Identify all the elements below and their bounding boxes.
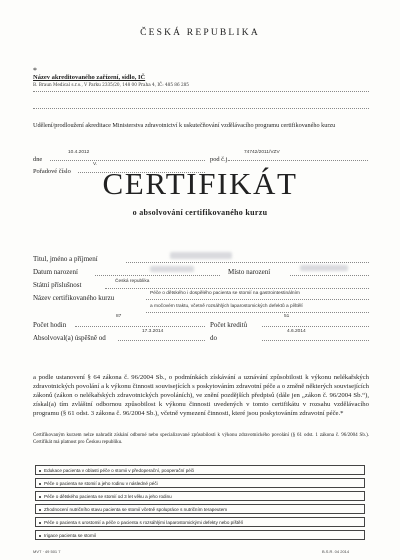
bullet-icon [39,509,41,511]
bullet-icon [39,535,41,537]
footer-print-code: B.S.R. 04 2014 [322,549,350,554]
completed-value: 17.3.2014 [142,329,164,334]
name-label: Titul, jméno a příjmení [33,255,98,263]
certificate-title: CERTIFIKÁT [102,166,298,201]
module-label: Péče o pacienta se stomií a jeho rodinu v následné péči [44,481,158,486]
credits-value: 51 [284,314,290,319]
hours-value: 87 [116,314,122,319]
exam-label: do [210,334,217,342]
birthdate-label: Datum narození [33,268,78,276]
legal-paragraph: a podle ustanovení § 64 zákona č. 96/2004 Sb., o podmínkách získávání a uznávání způsobilosti k výkonu nelékařských zdravotnických povolání a k výkonu činnosti souvisejících s poskytováním zdravotní péče a o změně některých souvisejících zákonů (zákon o nelékařských zdravotnických povoláních), ve znění pozdějších předpisů (dále jen „zákon č. 96/2004 Sb.“), získal(a) tím zvláštní odbornou způsobilost k výkonu činnosti uvedených v tomto certifikátu v rozsahu vzdělávacího programu (§ 61 odst. 3 zákona č. 96/2004 Sb.), včetně vymezení činnosti, které jsou poskytováním zdravotní péče.* [33,374,369,417]
exam-value: 4.6.2014 [287,329,306,334]
exam-line [262,340,369,341]
course-label: Název certifikovaného kurzu [33,294,115,302]
course-line-2: a močovém traktu, včetně rozsáhlých laparostomických defektů a píštělí [150,304,303,309]
birthdate-line [95,275,220,276]
module-row-3 [35,491,365,501]
citizenship-label: Státní příslušnost [33,281,82,289]
name-line [126,262,369,263]
module-row-2 [35,478,365,488]
accreditation-text: Udělení/prodloužení akreditace Ministerstva zdravotnictví k uskutečňování vzdělávacího programu certifikovaného kurzu [33,122,336,129]
course-underline-2 [146,312,369,313]
credits-label: Počet kreditů [210,321,248,329]
institution-label: Název akreditovaného zařízení, sídlo, IČ [33,74,146,81]
bullet-icon [39,483,41,485]
header-line-2 [33,108,369,109]
bullet-icon [39,522,41,524]
redacted-name [170,252,232,259]
reference-value: 74742/2011/VZV [244,150,280,155]
date-label: dne [33,156,43,163]
reference-line [228,160,368,161]
module-label: Péče o pacienta s urostomií a péče o pacienta s rozsáhlými laparostomickými defekty nebo píštělí [44,520,243,525]
bullet-icon [39,496,41,498]
course-line-1: Péče o dětského i dospělého pacienta se stomií na gastrointestinálním [150,291,300,296]
credits-line [262,326,369,327]
date-value: 10.4.2012 [68,150,90,155]
birthplace-line [290,275,369,276]
module-label: Edukace pacienta v oblasti péče o stomii v předoperační, pooperační péči [44,468,195,473]
certificate-subtitle: o absolvování certifikovaného kurzu [132,208,268,217]
citizenship-value: Česká republika [115,279,150,284]
header-line-1 [33,91,369,92]
module-row-4 [35,504,365,514]
module-row-1 [35,465,365,475]
order-label: Pořadové číslo [33,168,71,175]
redacted-birthplace [300,265,348,271]
hours-line [75,326,205,327]
footer-form-code: MVT · 49 501 7 [33,549,61,554]
order-value: V. [93,162,98,167]
institution-value: B. Braun Medical s.r.o., V Parku 2335/20, 148 00 Praha 4, IČ: 485 86 285 [33,82,189,87]
completed-label: Absolvoval(a) úspěšně od [33,334,106,342]
module-label: Irigace pacienta se stomií [44,533,97,538]
date-line [50,160,205,161]
bullet-icon [39,470,41,472]
module-row-6 [35,530,365,540]
citizenship-line [105,288,369,289]
course-underline-1 [146,299,369,300]
hours-label: Počet hodin [33,321,67,329]
module-label: Péče o dětského pacienta se stomií od 3 let věku a jeho rodinu [44,494,172,499]
header-asterisk: * [33,66,37,75]
module-row-5 [35,517,365,527]
redacted-birthdate [150,266,194,272]
birthplace-label: Místo narození [228,268,271,276]
country-heading: ČESKÁ REPUBLIKA [140,28,260,38]
reference-label: pod č.j. [210,156,229,163]
certification-note: Certifikovaným kurzem nelze nahradit získání odborné nebo specializované způsobilosti k výkonu zdravotnického povolání (§ 61 odst. 1 zákona č. 96/2004 Sb.). Certifikát má platnost pro Českou republiku. [33,433,369,445]
completed-line [118,340,205,341]
module-label: Zhodnocení nutričního stavu pacienta se stomií včetně spolupráce s nutričním terapeutem [44,507,228,512]
